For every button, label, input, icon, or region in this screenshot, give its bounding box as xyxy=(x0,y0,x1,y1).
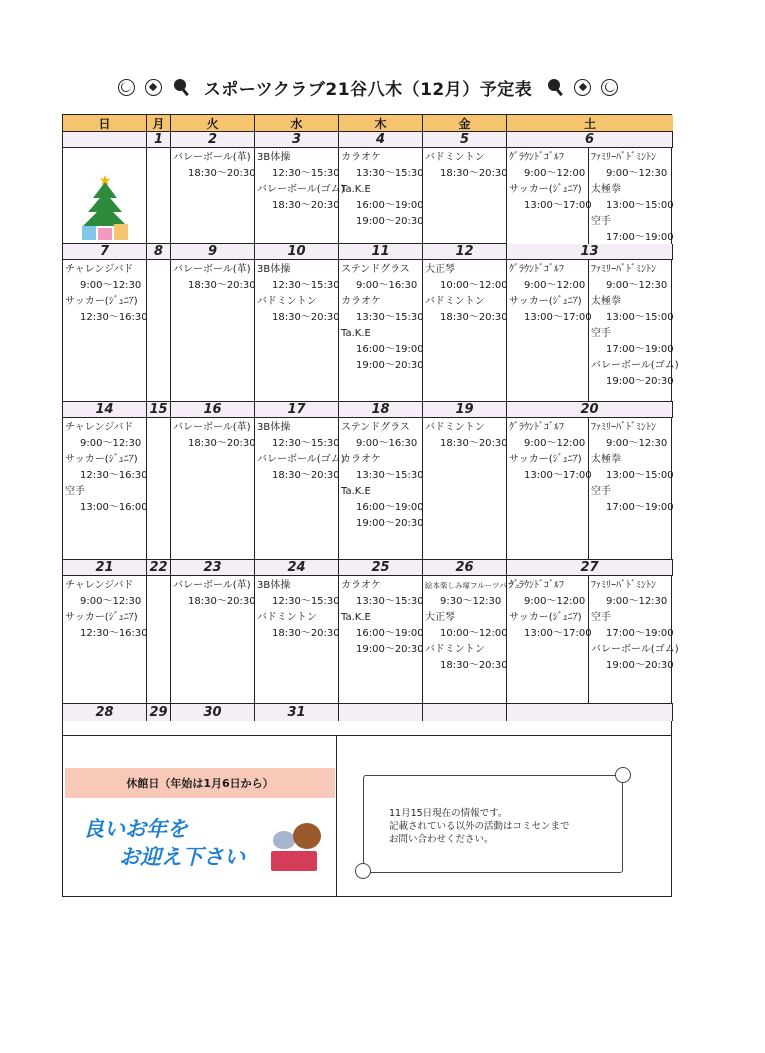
activity-name: 太極拳 xyxy=(591,184,621,195)
activity-time: 16:00～19:00 xyxy=(356,502,424,513)
day-number: 18 xyxy=(339,402,423,418)
activity-entry xyxy=(341,326,424,374)
activity-time: 19:00～20:30 xyxy=(356,644,424,655)
bear-icon xyxy=(293,823,321,849)
day-cell-sat2 xyxy=(589,576,679,704)
activity-name: バレーボール(革) xyxy=(173,264,251,275)
activity-entry xyxy=(341,150,424,182)
activity-entry xyxy=(591,326,672,358)
activity-time: 18:30～20:30 xyxy=(272,470,340,481)
activity-time: 9:00～12:30 xyxy=(80,596,142,607)
activity-name: ｸﾞﾗｳﾝﾄﾞｺﾞﾙﾌ xyxy=(509,422,564,433)
activity-time: 17:00～19:00 xyxy=(606,344,674,355)
day-number: 20 xyxy=(507,402,673,418)
day-number: 31 xyxy=(255,704,339,721)
activity-name: バドミントン xyxy=(425,422,485,433)
day-cell-fri xyxy=(423,576,522,704)
activity-entry xyxy=(509,452,592,484)
activity-entry xyxy=(257,182,345,214)
activity-name: バレーボール(ゴム) xyxy=(257,454,345,465)
activity-time: 13:00～15:00 xyxy=(606,470,674,481)
activity-name: カラオケ xyxy=(341,580,381,591)
activity-time: 18:30～20:30 xyxy=(272,628,340,639)
activity-time: 9:00～12:30 xyxy=(606,438,668,449)
activity-name: 大正琴 xyxy=(425,264,455,275)
day-number: 10 xyxy=(255,244,339,260)
volleyball-icon xyxy=(118,79,135,96)
activity-entry xyxy=(425,642,508,674)
day-number: 23 xyxy=(171,560,255,576)
activity-name: ｸﾞﾗｳﾝﾄﾞｺﾞﾙﾌ xyxy=(509,152,564,163)
activity-name: 空手 xyxy=(65,486,85,497)
day-cell-fri xyxy=(423,418,507,560)
activity-time: 12:30～15:30 xyxy=(272,280,340,291)
activity-time: 13:00～16:00 xyxy=(80,502,148,513)
activity-time: 10:00～12:00 xyxy=(440,280,508,291)
activity-time: 13:00～17:00 xyxy=(524,200,592,211)
day-cell-mon xyxy=(147,260,171,402)
day-cell-tue xyxy=(171,576,255,704)
activity-time: 16:00～19:00 xyxy=(356,628,424,639)
activity-entry xyxy=(591,182,672,214)
activity-time: 10:00～12:00 xyxy=(440,628,508,639)
day-cell-sat2 xyxy=(589,148,673,247)
day-number: 17 xyxy=(255,402,339,418)
activity-entry xyxy=(509,578,587,610)
activity-entry xyxy=(257,420,340,452)
activity-entry xyxy=(65,452,148,484)
activity-entry xyxy=(173,262,256,294)
activity-name: 空手 xyxy=(591,612,611,623)
activity-time: 12:30～15:30 xyxy=(272,438,340,449)
activity-time: 13:00～15:00 xyxy=(606,200,674,211)
activity-entry xyxy=(509,420,587,452)
day-number: 24 xyxy=(255,560,339,576)
activity-time: 16:00～19:00 xyxy=(356,200,424,211)
day-number: 12 xyxy=(423,244,507,260)
weekday-header-tue: 火 xyxy=(171,115,255,132)
scroll-curl-bottom xyxy=(355,863,371,879)
day-number xyxy=(507,704,673,721)
day-cell-thu xyxy=(339,148,423,244)
activity-name: サッカー(ｼﾞｭﾆｱ) xyxy=(65,296,138,307)
activity-entry xyxy=(591,642,679,674)
activity-entry xyxy=(173,578,256,610)
day-cell-wed xyxy=(255,418,345,560)
day-number: 27 xyxy=(507,560,673,576)
day-number: 2 xyxy=(171,132,255,148)
activity-name: バドミントン xyxy=(425,644,485,655)
activity-name: バドミントン xyxy=(257,612,317,623)
activity-entry xyxy=(65,262,145,294)
day-cell-sat xyxy=(507,418,673,560)
activity-name: ｸﾞﾗｳﾝﾄﾞｺﾞﾙﾌ xyxy=(509,580,564,591)
day-number: 8 xyxy=(147,244,171,260)
activity-name: サッカー(ｼﾞｭﾆｱ) xyxy=(65,454,138,465)
day-number: 28 xyxy=(63,704,147,721)
day-number xyxy=(339,704,423,721)
activity-entry xyxy=(257,262,340,294)
notice-scroll xyxy=(353,765,633,885)
notice-line-3: お問い合わせください。 xyxy=(389,834,494,845)
day-cell-sun xyxy=(63,148,147,244)
activity-time: 19:00～20:30 xyxy=(356,518,424,529)
activity-entry xyxy=(425,262,508,294)
activity-entry xyxy=(591,214,672,246)
day-number: 6 xyxy=(507,132,673,148)
activity-time: 16:00～19:00 xyxy=(356,344,424,355)
day-cell-thu xyxy=(339,418,423,560)
ping-pong-icon xyxy=(546,78,564,96)
activity-name: サッカー(ｼﾞｭﾆｱ) xyxy=(509,454,582,465)
day-cell-tue xyxy=(171,418,255,560)
activity-name: チャレンジバド xyxy=(65,422,134,433)
activity-name: サッカー(ｼﾞｭﾆｱ) xyxy=(509,296,582,307)
activity-name: バレーボール(革) xyxy=(173,422,251,433)
weekday-header-sat: 土 xyxy=(507,115,673,132)
activity-entry xyxy=(591,610,672,642)
activity-entry xyxy=(591,150,672,182)
activity-entry xyxy=(591,262,672,294)
weekday-header-mon: 月 xyxy=(147,115,171,132)
activity-time: 9:30～12:30 xyxy=(440,596,502,607)
activity-time: 17:00～19:00 xyxy=(606,232,674,243)
activity-time: 9:00～12:30 xyxy=(80,438,142,449)
day-cell-wed xyxy=(255,576,339,704)
notice-line-1: 11月15日現在の情報です。 xyxy=(389,808,508,819)
day-number: 7 xyxy=(63,244,147,260)
activity-entry xyxy=(509,294,592,326)
activity-name: ﾌｧﾐﾘｰﾊﾞﾄﾞﾐﾝﾄﾝ xyxy=(591,580,656,591)
activity-entry xyxy=(591,358,679,390)
day-cell-sun xyxy=(63,418,147,560)
day-cell-sat xyxy=(507,576,679,704)
activity-name: バドミントン xyxy=(425,152,485,163)
day-number: 25 xyxy=(339,560,423,576)
activity-entry xyxy=(341,452,424,484)
activity-name: 絵本楽しみ塚フルーツパフェ xyxy=(425,581,522,590)
day-number: 3 xyxy=(255,132,339,148)
activity-entry xyxy=(257,294,340,326)
activity-time: 19:00～20:30 xyxy=(356,216,424,227)
activity-time: 13:00～17:00 xyxy=(524,628,592,639)
activity-entry xyxy=(425,150,508,182)
activity-name: Ta.K.E xyxy=(341,612,371,623)
activity-name: 太極拳 xyxy=(591,454,621,465)
activity-name: チャレンジバド xyxy=(65,264,134,275)
activity-entry xyxy=(341,262,421,294)
soccer-ball-icon xyxy=(574,79,591,96)
activity-name: カラオケ xyxy=(341,296,381,307)
activity-entry xyxy=(257,150,340,182)
activity-time: 12:30～16:30 xyxy=(80,312,148,323)
activity-name: カラオケ xyxy=(341,454,381,465)
activity-name: ｸﾞﾗｳﾝﾄﾞｺﾞﾙﾌ xyxy=(509,264,564,275)
activity-time: 9:00～16:30 xyxy=(356,280,418,291)
activity-name: 空手 xyxy=(591,328,611,339)
activity-entry xyxy=(425,610,508,642)
activity-time: 13:30～15:30 xyxy=(356,470,424,481)
volleyball-icon xyxy=(601,79,618,96)
day-number: 4 xyxy=(339,132,423,148)
day-number xyxy=(63,132,147,148)
activity-entry xyxy=(425,420,508,452)
activity-time: 19:00～20:30 xyxy=(606,376,674,387)
day-cell-mon xyxy=(147,576,171,704)
soccer-ball-icon xyxy=(145,79,162,96)
scroll-curl-top xyxy=(615,767,631,783)
day-cell-fri xyxy=(423,260,507,402)
activity-entry xyxy=(591,294,672,326)
activity-name: Ta.K.E xyxy=(341,328,371,339)
day-cell-fri xyxy=(423,148,507,244)
activity-entry xyxy=(65,294,148,326)
ping-pong-icon xyxy=(172,78,190,96)
activity-name: サッカー(ｼﾞｭﾆｱ) xyxy=(65,612,138,623)
activity-entry xyxy=(257,452,345,484)
day-cell-thu xyxy=(339,576,423,704)
activity-time: 13:00～15:00 xyxy=(606,312,674,323)
activity-time: 19:00～20:30 xyxy=(606,660,674,671)
cat-and-bear-illustration xyxy=(263,821,331,877)
activity-name: ﾌｧﾐﾘｰﾊﾞﾄﾞﾐﾝﾄﾝ xyxy=(591,422,656,433)
activity-entry xyxy=(173,420,256,452)
activity-time: 13:00～17:00 xyxy=(524,470,592,481)
activity-entry xyxy=(257,610,340,642)
day-cell-sun xyxy=(63,576,147,704)
day-number: 15 xyxy=(147,402,171,418)
page-title: スポーツクラブ21谷八木（12月）予定表 xyxy=(203,79,533,100)
activity-entry xyxy=(591,578,672,610)
activity-name: ステンドグラス xyxy=(341,422,410,433)
activity-name: サッカー(ｼﾞｭﾆｱ) xyxy=(509,184,582,195)
activity-name: サッカー(ｼﾞｭﾆｱ) xyxy=(509,612,582,623)
activity-entry xyxy=(591,484,672,516)
activity-name: ステンドグラス xyxy=(341,264,410,275)
activity-time: 18:30～20:30 xyxy=(188,596,256,607)
activity-time: 13:30～15:30 xyxy=(356,168,424,179)
day-cell-wed xyxy=(255,148,345,244)
footer-divider xyxy=(336,735,337,896)
activity-entry xyxy=(341,420,421,452)
activity-entry xyxy=(257,578,340,610)
activity-time: 9:00～12:00 xyxy=(524,596,586,607)
day-cell-wed xyxy=(255,260,339,402)
activity-name: チャレンジバド xyxy=(65,580,134,591)
activity-time: 13:30～15:30 xyxy=(356,596,424,607)
activity-name: バレーボール(革) xyxy=(173,152,251,163)
activity-entry xyxy=(509,262,587,294)
activity-time: 9:00～12:30 xyxy=(606,280,668,291)
activity-entry xyxy=(341,610,424,658)
activity-entry xyxy=(509,150,587,182)
day-number: 29 xyxy=(147,704,171,721)
activity-time: 9:00～16:30 xyxy=(356,438,418,449)
cat-icon xyxy=(273,831,295,849)
day-cell-sat2 xyxy=(589,418,673,560)
activity-time: 9:00～12:00 xyxy=(524,438,586,449)
day-number: 13 xyxy=(507,244,673,260)
weekday-header-fri: 金 xyxy=(423,115,507,132)
day-cell-mon xyxy=(147,148,171,244)
day-number: 26 xyxy=(423,560,507,576)
activity-time: 18:30～20:30 xyxy=(440,438,508,449)
activity-entry xyxy=(65,420,145,452)
day-cell-sat1 xyxy=(507,418,592,560)
activity-name: 3B体操 xyxy=(257,580,291,591)
day-cell-sat2 xyxy=(589,260,679,402)
activity-time: 13:00～17:00 xyxy=(524,312,592,323)
day-cell-sat xyxy=(507,148,673,244)
day-number: 9 xyxy=(171,244,255,260)
activity-name: 3B体操 xyxy=(257,422,291,433)
day-cell-sat1 xyxy=(507,260,592,402)
activity-entry xyxy=(341,294,424,326)
activity-time: 12:30～15:30 xyxy=(272,168,340,179)
activity-name: バドミントン xyxy=(425,296,485,307)
activity-time: 9:00～12:30 xyxy=(80,280,142,291)
day-number: 30 xyxy=(171,704,255,721)
day-number: 16 xyxy=(171,402,255,418)
activity-name: 空手 xyxy=(591,486,611,497)
activity-time: 9:00～12:30 xyxy=(606,596,668,607)
activity-name: ﾌｧﾐﾘｰﾊﾞﾄﾞﾐﾝﾄﾝ xyxy=(591,152,656,163)
activity-name: 空手 xyxy=(591,216,611,227)
day-number: 21 xyxy=(63,560,147,576)
activity-time: 17:00～19:00 xyxy=(606,628,674,639)
activity-entry xyxy=(509,182,592,214)
activity-time: 18:30～20:30 xyxy=(272,312,340,323)
activity-entry xyxy=(425,294,508,326)
day-number: 1 xyxy=(147,132,171,148)
activity-entry xyxy=(341,578,424,610)
footer-section xyxy=(62,735,672,897)
activity-time: 9:00～12:00 xyxy=(524,280,586,291)
christmas-tree-icon: ★ xyxy=(80,176,130,244)
activity-name: 太極拳 xyxy=(591,296,621,307)
activity-time: 18:30～20:30 xyxy=(188,280,256,291)
notice-line-2: 記載されている以外の活動はコミセンまで xyxy=(389,821,570,832)
activity-entry xyxy=(341,182,424,230)
activity-entry xyxy=(591,452,672,484)
schedule-calendar xyxy=(62,114,679,736)
day-number: 22 xyxy=(147,560,171,576)
activity-time: 12:30～15:30 xyxy=(272,596,340,607)
activity-name: バレーボール(ゴム) xyxy=(591,360,679,371)
activity-entry xyxy=(65,484,148,516)
activity-time: 12:30～16:30 xyxy=(80,470,148,481)
greeting-line-1: 良いお年を xyxy=(83,817,188,841)
activity-name: Ta.K.E xyxy=(341,184,371,195)
day-cell-tue xyxy=(171,148,255,244)
activity-entry xyxy=(65,578,145,610)
activity-name: バレーボール(ゴム) xyxy=(591,644,679,655)
activity-name: 3B体操 xyxy=(257,264,291,275)
day-cell-tue xyxy=(171,260,255,402)
activity-time: 18:30～20:30 xyxy=(188,438,256,449)
activity-name: 3B体操 xyxy=(257,152,291,163)
activity-time: 9:00～12:30 xyxy=(606,168,668,179)
day-cell-sat xyxy=(507,260,679,402)
activity-name: バドミントン xyxy=(257,296,317,307)
activity-name: ﾌｧﾐﾘｰﾊﾞﾄﾞﾐﾝﾄﾝ xyxy=(591,264,656,275)
activity-time: 9:00～12:00 xyxy=(524,168,586,179)
day-number xyxy=(423,704,507,721)
activity-name: カラオケ xyxy=(341,152,381,163)
activity-time: 19:00～20:30 xyxy=(356,360,424,371)
activity-time: 17:00～19:00 xyxy=(606,502,674,513)
activity-entry xyxy=(173,150,256,182)
day-cell-sun xyxy=(63,260,147,402)
activity-name: バレーボール(ゴム) xyxy=(257,184,345,195)
day-number: 11 xyxy=(339,244,423,260)
new-year-greeting xyxy=(77,815,267,871)
activity-time: 13:30～15:30 xyxy=(356,312,424,323)
weekday-header-thu: 木 xyxy=(339,115,423,132)
activity-time: 18:30～20:30 xyxy=(440,660,508,671)
day-number: 14 xyxy=(63,402,147,418)
activity-name: Ta.K.E xyxy=(341,486,371,497)
activity-name: バレーボール(革) xyxy=(173,580,251,591)
activity-entry xyxy=(65,610,148,642)
activity-name: 大正琴 xyxy=(425,612,455,623)
activity-time: 12:30～16:30 xyxy=(80,628,148,639)
weekday-header-wed: 水 xyxy=(255,115,339,132)
day-cell-sat1 xyxy=(507,148,592,247)
closed-days-notice: 休館日（年始は1月6日から） xyxy=(65,768,335,798)
title-bar xyxy=(64,72,672,102)
activity-entry xyxy=(509,610,592,642)
info-notice xyxy=(389,807,570,846)
day-number: 19 xyxy=(423,402,507,418)
weekday-header-sun: 日 xyxy=(63,115,147,132)
day-cell-sat1 xyxy=(507,576,592,704)
activity-time: 18:30～20:30 xyxy=(272,200,340,211)
day-cell-mon xyxy=(147,418,171,560)
kotatsu-icon xyxy=(271,851,317,871)
greeting-line-2: お迎え下さい xyxy=(119,845,245,869)
activity-time: 18:30～20:30 xyxy=(188,168,256,179)
activity-entry xyxy=(425,578,522,610)
day-cell-thu xyxy=(339,260,423,402)
activity-time: 18:30～20:30 xyxy=(440,312,508,323)
activity-entry xyxy=(341,484,424,532)
day-number: 5 xyxy=(423,132,507,148)
activity-time: 18:30～20:30 xyxy=(440,168,508,179)
activity-entry xyxy=(591,420,672,452)
